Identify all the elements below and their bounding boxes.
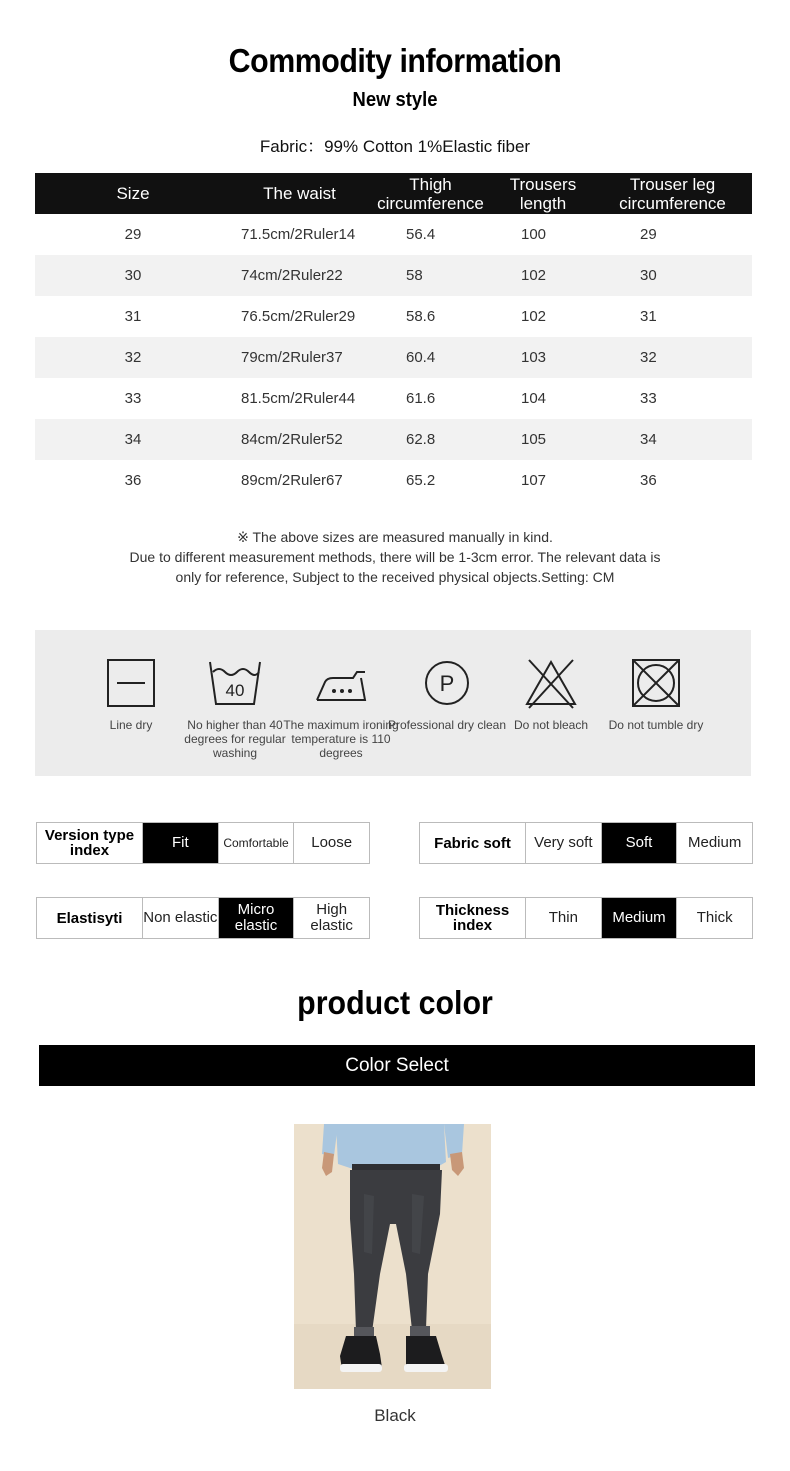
option-medium: Medium [602, 898, 678, 938]
cell-length: 100 [521, 226, 547, 243]
product-color-heading: product color [297, 984, 493, 1021]
page-title: Commodity information [228, 42, 562, 79]
cell-thigh: 61.6 [406, 390, 436, 407]
cell-thigh: 65.2 [406, 472, 436, 489]
option-very-soft: Very soft [526, 823, 602, 863]
attribute-label: Thickness index [420, 898, 526, 938]
cell-leg: 34 [593, 419, 752, 460]
cell-length: 105 [493, 419, 593, 460]
attribute-label: Version type index [37, 823, 143, 863]
column-header-length: Trousers length [493, 173, 593, 214]
option-soft: Soft [602, 823, 678, 863]
thickness-index [419, 897, 753, 939]
table-row [35, 337, 752, 378]
table-row [35, 419, 752, 460]
cell-leg: 29 [640, 226, 657, 243]
care-label: Do not bleach [513, 718, 589, 732]
color-select-bar: Color Select [39, 1045, 755, 1086]
size-table [35, 173, 752, 501]
table-row [35, 378, 752, 419]
option-thin: Thin [526, 898, 602, 938]
column-header-leg: Trouser leg circumference [593, 173, 752, 214]
cell-leg: 33 [640, 390, 657, 407]
cell-leg: 30 [593, 255, 752, 296]
option-high-elastic: High elastic [310, 901, 353, 934]
care-label: Do not tumble dry [608, 718, 704, 732]
fabric-softness-index [419, 822, 753, 864]
care-item-no-bleach [491, 658, 611, 732]
option-medium: Medium [688, 834, 742, 851]
cell-waist: 76.5cm/2Ruler29 [241, 308, 356, 325]
care-item-dry-clean [387, 658, 507, 732]
option-comfortable: Comfortable [219, 823, 295, 863]
dry-clean-symbol: P [439, 671, 455, 696]
care-item-line-dry [71, 658, 191, 732]
cell-size: 31 [124, 308, 142, 325]
cell-thigh: 58 [368, 255, 493, 296]
cell-size: 34 [35, 419, 231, 460]
measurement-note [0, 527, 790, 587]
wash-40-icon [207, 658, 263, 710]
size-table-header [35, 173, 752, 214]
attribute-label: Elastisyti [37, 898, 143, 938]
cell-length: 104 [521, 390, 547, 407]
note-line: only for reference, Subject to the received physical objects.Setting: CM [175, 569, 615, 585]
cell-waist: 74cm/2Ruler22 [231, 255, 368, 296]
care-item-no-tumble-dry [596, 658, 716, 732]
cell-size: 30 [35, 255, 231, 296]
column-header-waist: The waist [231, 173, 368, 214]
column-header-size: Size [35, 173, 231, 214]
line-dry-icon [103, 658, 159, 710]
care-item-wash [175, 658, 295, 760]
option-loose: Loose [311, 834, 353, 851]
product-photo[interactable] [294, 1124, 491, 1389]
no-bleach-icon [523, 658, 579, 710]
fabric-composition: Fabric：99% Cotton 1%Elastic fiber [259, 137, 531, 156]
cell-thigh: 62.8 [368, 419, 493, 460]
cell-thigh: 56.4 [406, 226, 436, 243]
version-type-index [36, 822, 370, 864]
care-label: Line dry [109, 718, 153, 732]
cell-waist: 71.5cm/2Ruler14 [241, 226, 356, 243]
cell-size: 32 [35, 337, 231, 378]
column-header-thigh: Thigh circumference [368, 173, 493, 214]
cell-size: 29 [124, 226, 142, 243]
care-label: The maximum ironing temperature is 110 degrees [283, 718, 399, 760]
color-option-black[interactable]: Black [374, 1406, 416, 1425]
attribute-label: Fabric soft [420, 823, 526, 863]
option-non-elastic: Non elastic [143, 898, 219, 938]
cell-leg: 31 [640, 308, 657, 325]
care-instructions-panel [35, 630, 751, 776]
cell-length: 103 [493, 337, 593, 378]
cell-thigh: 58.6 [406, 308, 436, 325]
elasticity-index [36, 897, 370, 939]
cell-thigh: 60.4 [368, 337, 493, 378]
table-row [35, 296, 752, 337]
cell-waist: 84cm/2Ruler52 [231, 419, 368, 460]
table-row [35, 255, 752, 296]
page-subtitle: New style [352, 89, 438, 111]
cell-length: 102 [493, 255, 593, 296]
care-label: Professional dry clean [387, 718, 507, 732]
dry-clean-icon [419, 658, 475, 710]
care-item-iron [281, 658, 401, 760]
note-line: ※ The above sizes are measured manually in kind. [237, 529, 553, 545]
cell-leg: 36 [640, 472, 657, 489]
option-fit: Fit [143, 823, 219, 863]
option-thick: Thick [696, 909, 733, 926]
cell-length: 102 [521, 308, 547, 325]
wash-temp-label: 40 [225, 681, 245, 700]
no-tumble-dry-icon [628, 658, 684, 710]
iron-icon [313, 658, 369, 710]
cell-waist: 81.5cm/2Ruler44 [241, 390, 356, 407]
care-label: No higher than 40 degrees for regular washing [184, 718, 286, 760]
note-line: Due to different measurement methods, there will be 1-3cm error. The relevant data is [129, 549, 661, 565]
cell-size: 36 [124, 472, 142, 489]
cell-leg: 32 [593, 337, 752, 378]
cell-length: 107 [521, 472, 547, 489]
cell-waist: 89cm/2Ruler67 [241, 472, 343, 489]
option-micro-elastic: Micro elastic [219, 898, 295, 938]
table-row [35, 460, 752, 501]
cell-size: 33 [124, 390, 142, 407]
cell-waist: 79cm/2Ruler37 [231, 337, 368, 378]
table-row [35, 214, 752, 255]
